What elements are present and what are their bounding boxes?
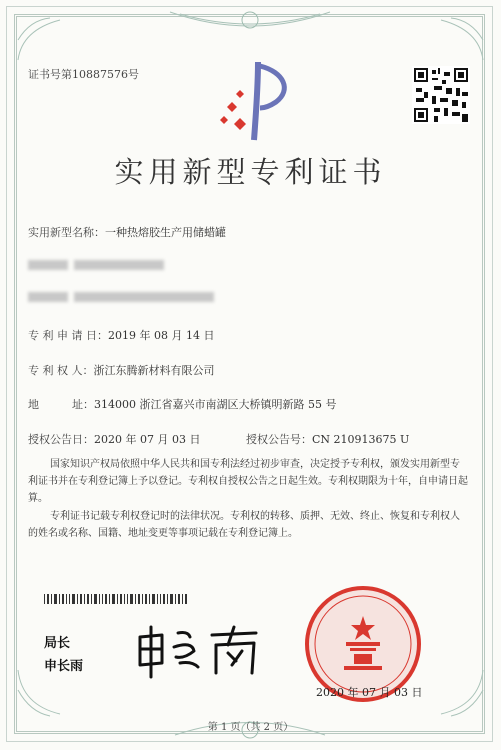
address-value: 314000 浙江省嘉兴市南湖区大桥镇明新路 55 号: [94, 398, 337, 411]
certificate-number: 证书号第10887576号: [28, 68, 139, 81]
utility-model-name-row: [28, 224, 226, 240]
body-paragraph-2: 专利证书记载专利权登记时的法律状况。专利权的转移、质押、无效、终止、恢复和专利权人的姓名或名称、国籍、地址变更等事项记载在专利登记簿上。: [28, 511, 460, 539]
certificate-title: 实用新型专利证书: [114, 155, 387, 189]
grant-number-row: [246, 431, 409, 447]
redacted-text: [28, 260, 68, 270]
grant-date-label: 授权公告日：: [28, 433, 94, 446]
seal-date: 2020 年 07 月 03 日: [316, 686, 423, 699]
redacted-text: [74, 260, 164, 270]
utility-model-name-label: 实用新型名称：: [28, 226, 105, 239]
grant-date-value: 2020 年 07 月 03 日: [94, 433, 201, 446]
grant-number-label: 授权公告号：: [246, 433, 312, 446]
body-paragraph-1: 国家知识产权局依照中华人民共和国专利法经过初步审查，决定授予专利权，颁发实用新型专利证书并在专利登记簿上予以登记。专利权自授权公告之日起生效。专利权期限为十年，自申请日起算。: [28, 459, 468, 504]
director-name: 申长雨: [44, 659, 84, 674]
barcode: [44, 594, 188, 604]
handwritten-signature: [132, 623, 262, 679]
redacted-text: [28, 292, 68, 302]
qr-code: [412, 66, 470, 124]
patentee-row: [28, 362, 215, 378]
application-date-row: [28, 327, 214, 343]
patentee-value: 浙江东腾新材料有限公司: [93, 364, 215, 377]
utility-model-name-value: 一种热熔胶生产用储蜡罐: [105, 226, 226, 239]
address-label: 地 址：: [28, 398, 94, 411]
patentee-label: 专 利 权 人：: [28, 364, 94, 377]
grant-number-value: CN 210913675 U: [312, 433, 410, 446]
redacted-text: [74, 292, 214, 302]
director-title: 局长: [44, 636, 71, 651]
application-date-value: 2019 年 08 月 14 日: [108, 329, 215, 342]
application-date-label: 专 利 申 请 日：: [28, 329, 108, 342]
grant-date-row: [28, 431, 200, 447]
address-row: [28, 396, 336, 412]
patent-office-logo: [210, 58, 302, 144]
page-number: 第 1 页（共 2 页）: [207, 722, 294, 733]
redacted-row-1: [28, 258, 170, 271]
redacted-row-2: [28, 290, 220, 303]
